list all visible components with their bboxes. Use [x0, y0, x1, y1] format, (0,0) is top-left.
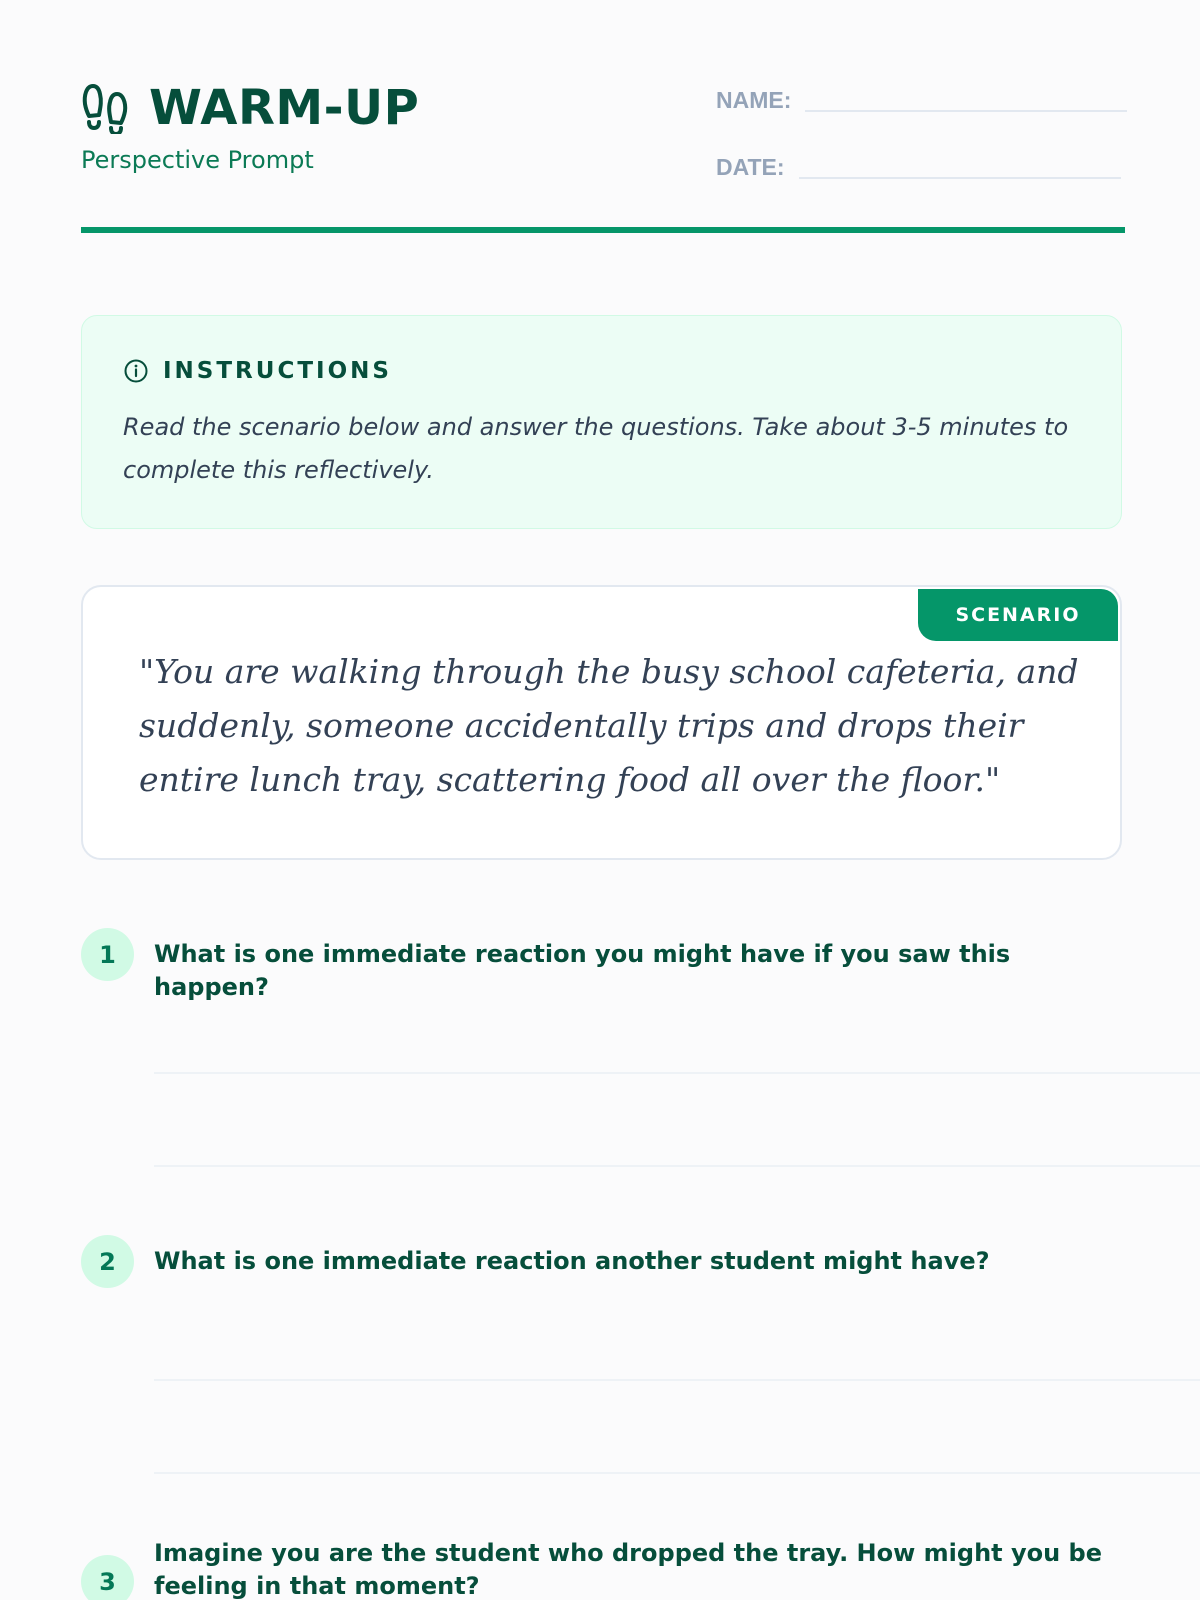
scenario-badge: SCENARIO	[918, 589, 1118, 641]
question-text: What is one immediate reaction another student might have?	[154, 1247, 990, 1275]
instructions-heading	[123, 358, 392, 384]
instructions-title: INSTRUCTIONS	[163, 358, 392, 384]
scenario-text: "You are walking through the busy school cafeteria, and suddenly, someone accidentally trips and drops their entire lunch tray, scattering food all over the floor."	[139, 652, 1079, 799]
answer-line[interactable]	[154, 1072, 1200, 1074]
answer-line[interactable]	[154, 1379, 1200, 1381]
info-icon	[123, 358, 149, 384]
question-number: 1	[81, 928, 134, 981]
instructions-box	[81, 315, 1122, 529]
page-title: WARM-UP	[149, 80, 420, 136]
page-subtitle: Perspective Prompt	[81, 146, 314, 174]
question-number: 2	[81, 1235, 134, 1288]
scenario-card	[81, 585, 1122, 860]
name-label: NAME:	[716, 87, 792, 113]
answer-line[interactable]	[154, 1472, 1200, 1474]
worksheet-header	[81, 80, 1125, 230]
name-input-line[interactable]	[805, 86, 1127, 112]
header-divider	[81, 227, 1125, 233]
date-input-line[interactable]	[799, 153, 1121, 179]
question-2	[81, 1235, 1200, 1485]
name-field	[716, 86, 1127, 112]
question-1	[81, 928, 1200, 1178]
date-field	[716, 153, 1121, 179]
title-row	[81, 80, 419, 136]
question-text: What is one immediate reaction you might have if you saw this happen?	[154, 940, 1011, 1001]
question-text: Imagine you are the student who dropped the tray. How might you be feeling in that moment?	[154, 1539, 1103, 1600]
question-3	[81, 1539, 1200, 1600]
answer-line[interactable]	[154, 1165, 1200, 1167]
instructions-text: Read the scenario below and answer the questions. Take about 3-5 minutes to complete this reflectively.	[123, 413, 1069, 484]
question-number: 3	[81, 1555, 134, 1600]
footprints-icon	[81, 82, 129, 134]
date-label: DATE:	[716, 154, 785, 180]
